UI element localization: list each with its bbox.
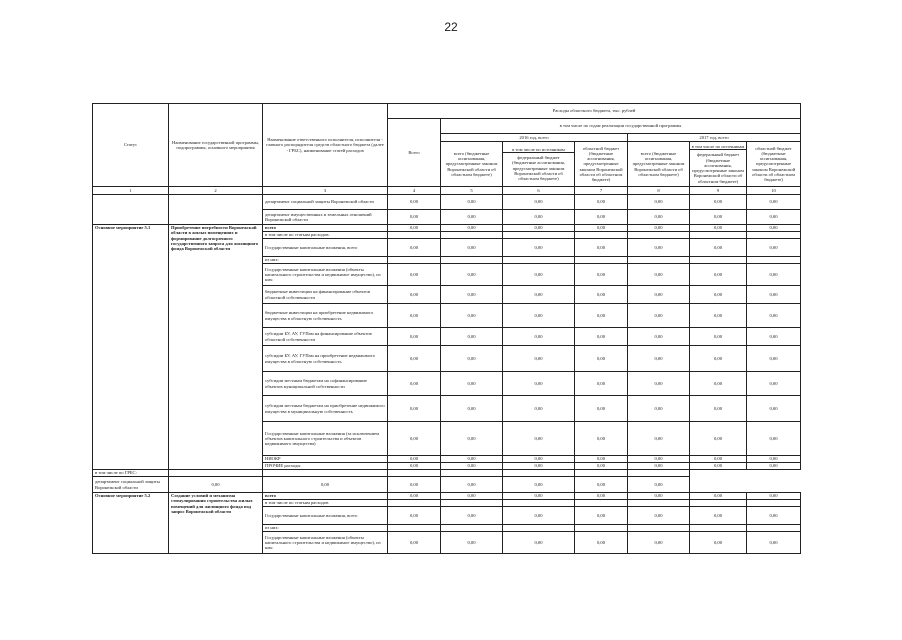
value-cell: 0,00 [441,304,503,328]
value-cell: 0,00 [747,286,801,304]
value-cell: 0,00 [628,477,690,493]
expense-item-cell: департамент социальной защиты Воронежской области [263,195,388,210]
expense-item-cell: субсидии БУ, АУ, ГУПам на финансирование объектов областной собственности [263,328,388,346]
value-cell [690,232,747,239]
value-cell [441,257,503,264]
value-cell: 0,00 [747,396,801,422]
value-cell: 0,00 [575,456,628,463]
program-name-cell: Приобретение потребности Воронежской области в жилых помещениях и формирование долгосрочного государственного запроса для жилищного фонда Воронежской области [169,225,263,470]
value-cell: 0,00 [575,195,628,210]
value-cell: 0,00 [388,422,441,456]
value-cell: 0,00 [747,195,801,210]
value-cell [575,525,628,532]
value-cell: 0,00 [747,239,801,257]
value-cell: 0,00 [388,456,441,463]
status-cell: Основное мероприятие 5.2 [93,493,169,554]
table-header [93,104,801,195]
value-cell: 0,00 [575,210,628,225]
header-col6-text: федеральный бюджет (бюджетные ассигнования, предусмотренные законом Воронежской области об областном бюджете) [512,154,565,182]
table-row [93,470,801,477]
header-col9 [690,142,747,187]
expense-item-cell: Государственные капитальные вложения (за исключением объектов капитального строительства и объектов недвижимого имущества) [263,422,388,456]
value-cell: 0,00 [388,239,441,257]
value-cell: 0,00 [441,195,503,210]
value-cell: 0,00 [690,493,747,500]
value-cell: 0,00 [503,239,575,257]
value-cell: 0,00 [628,493,690,500]
expense-item-cell: департамент социальной защиты Воронежской области [93,477,169,493]
value-cell: 0,00 [628,195,690,210]
value-cell: 0,00 [575,225,628,232]
header-total: Всего [388,119,441,187]
value-cell: 0,00 [388,304,441,328]
program-name-cell: Создание условий и механизма стимулирования строительства жилых помещений для жилищного фонда под запрос Воронежской области [169,493,263,554]
value-cell [388,232,441,239]
value-cell: 0,00 [575,286,628,304]
value-cell: 0,00 [503,463,575,470]
value-cell: 0,00 [503,456,575,463]
value-cell: 0,00 [503,286,575,304]
value-cell: 0,00 [690,304,747,328]
value-cell: 0,00 [628,239,690,257]
expense-item-cell: субсидии местным бюджетам на приобретение недвижимого имущества в муниципальную собственность [263,396,388,422]
status-cell [93,195,169,225]
header-by-sources-2017: в том числе по источникам [691,144,745,150]
value-cell [628,470,690,477]
header-expenses: Расходы областного бюджета, тыс. рублей [388,104,801,119]
value-cell: 0,00 [441,422,503,456]
expense-item-cell: бюджетные инвестиции на приобретение недвижимого имущества в областную собственность [263,304,388,328]
value-cell: 0,00 [575,239,628,257]
value-cell: 0,00 [575,372,628,396]
value-cell: 0,00 [441,286,503,304]
value-cell: 0,00 [690,239,747,257]
value-cell: 0,00 [388,493,441,500]
value-cell: 0,00 [690,225,747,232]
value-cell: 0,00 [747,210,801,225]
column-number: 10 [747,187,801,195]
header-status: Статус [93,104,169,187]
value-cell: 0,00 [441,264,503,286]
value-cell [169,470,263,477]
header-by-years: в том числе по годам реализации государственной программы [441,119,801,134]
value-cell: 0,00 [503,396,575,422]
table-row [93,225,801,232]
value-cell: 0,00 [388,264,441,286]
column-number: 7 [575,187,628,195]
value-cell: 0,00 [575,346,628,372]
value-cell [575,470,628,477]
value-cell: 0,00 [503,346,575,372]
budget-table [92,103,801,554]
expense-item-cell: бюджетные инвестиции на финансирование объектов областной собственности [263,286,388,304]
expense-item-cell: ПРОЧИЕ расходы [263,463,388,470]
value-cell: 0,00 [503,372,575,396]
value-cell: 0,00 [628,456,690,463]
column-number: 5 [441,187,503,195]
value-cell [747,525,801,532]
value-cell: 0,00 [441,346,503,372]
expense-item-cell: Государственные капитальные вложения (объекты капитального строительства и недвижимое имущество), из них: [263,264,388,286]
value-cell: 0,00 [575,304,628,328]
expense-item-cell: всего [263,493,388,500]
expense-item-cell: субсидии БУ, АУ, ГУПам на приобретение недвижимого имущества в областную собственность [263,346,388,372]
value-cell: 0,00 [628,346,690,372]
value-cell: 0,00 [690,372,747,396]
value-cell: 0,00 [747,372,801,396]
value-cell: 0,00 [503,507,575,525]
value-cell: 0,00 [503,210,575,225]
value-cell: 0,00 [263,477,388,493]
value-cell: 0,00 [388,346,441,372]
header-by-sources-2016: в том числе по источникам [503,147,574,153]
value-cell: 0,00 [628,225,690,232]
expense-item-cell: из них: [263,257,388,264]
value-cell: 0,00 [388,507,441,525]
value-cell [388,500,441,507]
value-cell: 0,00 [690,532,747,554]
column-number: 4 [388,187,441,195]
value-cell: 0,00 [388,532,441,554]
header-executor: Наименование ответственного исполнителя, исполнителя - главного распорядителя средств областного бюджета (далее - ГРБС), наименование статей расходов [263,104,388,187]
value-cell: 0,00 [690,456,747,463]
value-cell: 0,00 [388,328,441,346]
header-col8: всего (бюджетные ассигнования, предусмотренные законом Воронежской области об областном бюджете) [628,142,690,187]
value-cell: 0,00 [441,456,503,463]
value-cell: 0,00 [503,264,575,286]
value-cell: 0,00 [575,532,628,554]
expense-item-cell: в том числе по статьям расходов: [263,232,388,239]
value-cell: 0,00 [690,396,747,422]
value-cell: 0,00 [747,532,801,554]
value-cell: 0,00 [441,507,503,525]
value-cell: 0,00 [747,493,801,500]
value-cell: 0,00 [503,225,575,232]
value-cell [628,525,690,532]
value-cell: 0,00 [503,422,575,456]
expense-item-cell: Государственные капитальные вложения, всего [263,507,388,525]
column-number: 2 [169,187,263,195]
value-cell: 0,00 [690,507,747,525]
value-cell [503,470,575,477]
header-col5: всего (бюджетные ассигнования, предусмотренные законом Воронежской области об областном бюджете) [441,142,503,187]
value-cell: 0,00 [747,264,801,286]
table-row [93,493,801,500]
header-col6 [503,142,575,187]
expense-item-cell: субсидии местным бюджетам на софинансирование объектов муниципальной собственности [263,372,388,396]
value-cell: 0,00 [575,463,628,470]
value-cell [388,257,441,264]
header-col7: областной бюджет (бюджетные ассигнования, предусмотренные законом Воронежской области об областном бюджете) [575,142,628,187]
value-cell: 0,00 [388,463,441,470]
value-cell: 0,00 [690,346,747,372]
column-number: 9 [690,187,747,195]
value-cell: 0,00 [690,422,747,456]
value-cell [503,500,575,507]
value-cell [388,525,441,532]
value-cell [503,525,575,532]
value-cell [575,257,628,264]
value-cell: 0,00 [503,328,575,346]
header-program-name: Наименование государственной программы, подпрограммы, основного мероприятия [169,104,263,187]
value-cell: 0,00 [441,493,503,500]
value-cell: 0,00 [169,477,263,493]
value-cell: 0,00 [575,422,628,456]
value-cell: 0,00 [388,477,441,493]
value-cell: 0,00 [747,422,801,456]
value-cell: 0,00 [441,328,503,346]
expense-item-cell: НИОКР [263,456,388,463]
expense-item-cell: Государственные капитальные вложения, всего [263,239,388,257]
value-cell: 0,00 [690,264,747,286]
value-cell: 0,00 [441,463,503,470]
value-cell: 0,00 [441,396,503,422]
column-number: 6 [503,187,575,195]
value-cell: 0,00 [628,328,690,346]
value-cell: 0,00 [747,304,801,328]
value-cell [628,232,690,239]
value-cell: 0,00 [388,225,441,232]
program-name-cell [169,195,263,225]
value-cell: 0,00 [690,195,747,210]
value-cell: 0,00 [690,463,747,470]
value-cell: 0,00 [503,493,575,500]
value-cell: 0,00 [503,304,575,328]
header-year-2017: 2017 год, всего [628,134,801,142]
value-cell: 0,00 [441,372,503,396]
value-cell [575,500,628,507]
value-cell: 0,00 [628,396,690,422]
value-cell: 0,00 [628,507,690,525]
value-cell: 0,00 [628,372,690,396]
column-number: 8 [628,187,690,195]
value-cell: 0,00 [690,328,747,346]
table-row [93,195,801,210]
value-cell: 0,00 [628,264,690,286]
value-cell: 0,00 [628,286,690,304]
header-year-2016: 2016 год, всего [441,134,628,142]
value-cell [628,500,690,507]
value-cell: 0,00 [747,225,801,232]
value-cell: 0,00 [628,210,690,225]
value-cell [747,257,801,264]
value-cell: 0,00 [441,225,503,232]
value-cell: 0,00 [503,532,575,554]
value-cell: 0,00 [575,264,628,286]
value-cell: 0,00 [690,286,747,304]
value-cell: 0,00 [388,195,441,210]
value-cell: 0,00 [575,477,628,493]
header-col9-text: федеральный бюджет (бюджетные ассигнования, предусмотренные законом Воронежской области об областном бюджете) [692,152,744,184]
value-cell [503,257,575,264]
value-cell: 0,00 [575,396,628,422]
value-cell: 0,00 [628,463,690,470]
column-number: 1 [93,187,169,195]
page-number: 22 [444,20,458,34]
column-number: 3 [263,187,388,195]
value-cell: 0,00 [503,477,575,493]
value-cell [263,470,388,477]
value-cell: 0,00 [628,304,690,328]
header-col10: областной бюджет (бюджетные ассигнования, предусмотренные законом Воронежской области об областном бюджете) [747,142,801,187]
column-number-row [93,187,801,195]
value-cell [690,500,747,507]
value-cell: 0,00 [503,195,575,210]
value-cell: 0,00 [575,507,628,525]
value-cell [690,525,747,532]
value-cell: 0,00 [747,346,801,372]
expense-item-cell: Государственные капитальные вложения (объекты капитального строительства и недвижимое имущество), из них: [263,532,388,554]
value-cell: 0,00 [575,328,628,346]
expense-item-cell: в том числе по статьям расходов [263,500,388,507]
value-cell [747,500,801,507]
value-cell [628,257,690,264]
value-cell: 0,00 [747,456,801,463]
value-cell [441,470,503,477]
expense-item-cell: из них: [263,525,388,532]
value-cell: 0,00 [441,239,503,257]
value-cell: 0,00 [441,210,503,225]
value-cell [441,232,503,239]
expense-item-cell: департамент имущественных и земельных отношений Воронежской области [263,210,388,225]
value-cell [441,525,503,532]
expense-item-cell: всего [263,225,388,232]
value-cell: 0,00 [628,532,690,554]
value-cell [575,232,628,239]
value-cell: 0,00 [690,210,747,225]
value-cell: 0,00 [628,422,690,456]
value-cell: 0,00 [441,532,503,554]
expense-item-cell: в том числе по ГРБС: [93,470,169,477]
value-cell: 0,00 [747,507,801,525]
table-body [93,195,801,554]
value-cell: 0,00 [388,372,441,396]
value-cell [747,232,801,239]
value-cell: 0,00 [441,477,503,493]
status-cell: Основное мероприятие 5.1 [93,225,169,470]
value-cell [503,232,575,239]
value-cell: 0,00 [575,493,628,500]
value-cell: 0,00 [747,328,801,346]
value-cell [388,470,441,477]
value-cell [690,257,747,264]
value-cell [441,500,503,507]
value-cell: 0,00 [388,396,441,422]
value-cell: 0,00 [388,210,441,225]
value-cell: 0,00 [388,286,441,304]
table-row [93,477,801,493]
value-cell: 0,00 [747,463,801,470]
